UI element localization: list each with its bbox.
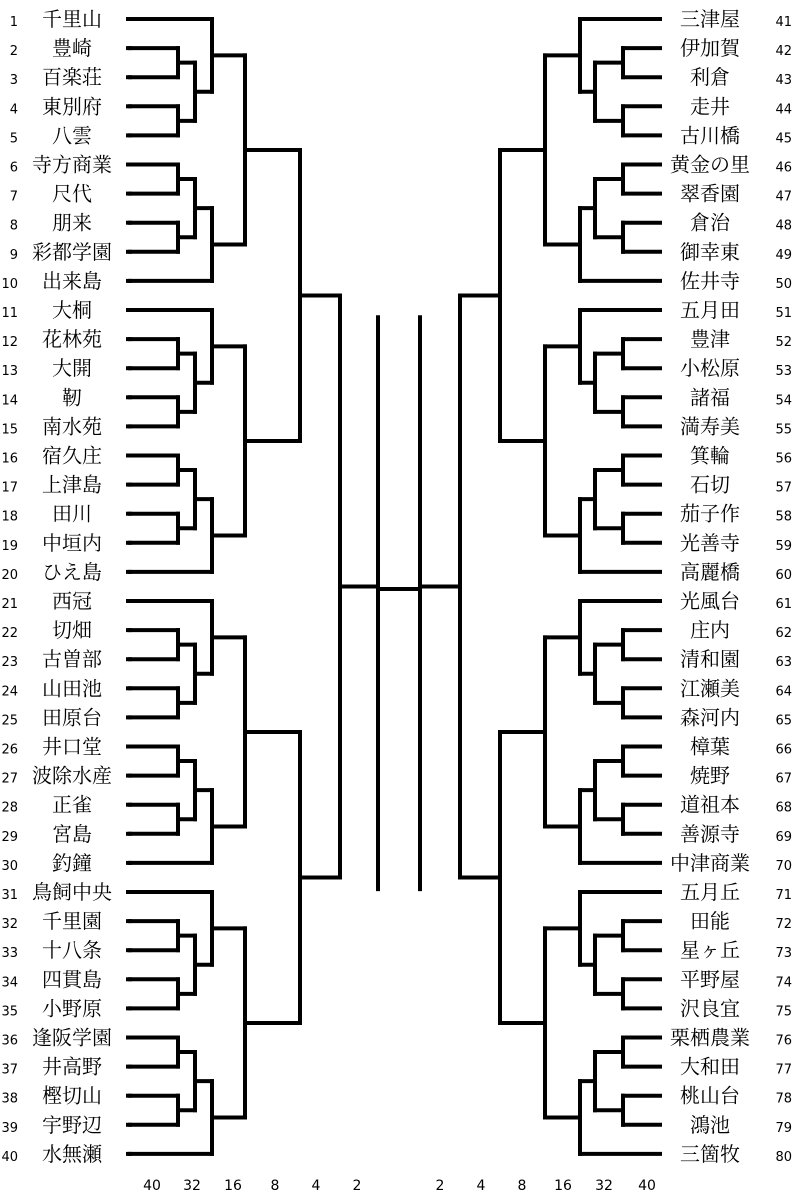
round-label: 4 (476, 1178, 486, 1194)
seed-number: 25 (1, 713, 18, 729)
seed-number: 66 (775, 742, 792, 758)
team-right (690, 65, 792, 89)
team-right (680, 1084, 792, 1108)
team-right (680, 36, 792, 60)
team-name: 高麗橋 (680, 559, 740, 584)
team-name: 田原台 (42, 705, 102, 730)
round-label: 8 (517, 1178, 527, 1194)
team-name: 三津屋 (680, 7, 740, 31)
team-name: 大和田 (680, 1054, 740, 1079)
team-right (680, 589, 792, 613)
team-left (1, 1055, 102, 1079)
team-right (690, 764, 792, 788)
team-left (1, 996, 102, 1020)
team-name: 石切 (690, 472, 730, 497)
seed-number: 20 (1, 567, 18, 583)
team-left (1, 1142, 103, 1166)
team-right (680, 414, 792, 438)
round-label: 32 (183, 1178, 201, 1194)
seed-number: 69 (775, 829, 792, 845)
seed-number: 42 (775, 44, 792, 60)
team-name: 靭 (62, 385, 82, 410)
seed-number: 59 (775, 538, 792, 554)
team-name: 清和園 (680, 647, 740, 672)
seed-number: 41 (775, 15, 792, 30)
seed-number: 75 (775, 1004, 792, 1020)
team-name: 五月田 (680, 298, 740, 322)
seed-number: 40 (1, 1149, 18, 1165)
seed-number: 12 (1, 335, 18, 351)
seed-number: 10 (1, 276, 18, 292)
team-left (1, 327, 102, 351)
team-name: 釣鐘 (52, 850, 92, 875)
team-right (690, 211, 792, 235)
team-left (10, 36, 92, 60)
team-right (690, 327, 792, 351)
seed-number: 8 (9, 218, 18, 234)
team-name: 五月丘 (680, 880, 740, 904)
seed-number: 57 (775, 480, 792, 496)
team-name: 花林苑 (42, 327, 102, 352)
seed-number: 30 (1, 858, 18, 874)
seed-number: 72 (775, 917, 792, 933)
seed-number: 76 (775, 1033, 792, 1049)
team-right (680, 996, 792, 1020)
team-left (1, 938, 102, 962)
team-name: ひえ島 (42, 559, 102, 584)
team-name: 御幸東 (680, 239, 740, 264)
seed-number: 22 (1, 626, 18, 642)
seed-number: 80 (775, 1149, 792, 1165)
seed-number: 79 (775, 1120, 792, 1136)
seed-number: 53 (775, 364, 792, 380)
team-right (690, 94, 792, 118)
team-name: 江瀬美 (680, 676, 740, 701)
team-left (1, 735, 102, 759)
team-right (680, 822, 792, 846)
team-left (1, 618, 92, 642)
seed-number: 52 (775, 335, 792, 351)
seed-number: 18 (1, 509, 18, 525)
seed-number: 9 (9, 247, 18, 263)
seed-number: 11 (1, 306, 18, 321)
team-name: 焼野 (690, 763, 730, 788)
team-right (690, 909, 792, 933)
team-right (680, 676, 792, 700)
team-name: 千里山 (42, 7, 102, 31)
team-name: 満寿美 (680, 414, 740, 439)
team-name: 大桐 (52, 298, 92, 322)
seed-number: 77 (775, 1062, 792, 1078)
team-left (10, 65, 102, 89)
team-right (680, 967, 792, 991)
team-name: 庄内 (690, 618, 730, 643)
team-name: 宿久庄 (42, 443, 102, 468)
seed-number: 54 (775, 393, 792, 409)
seed-number: 60 (775, 567, 792, 583)
team-right (680, 1055, 792, 1079)
seed-number: 1 (9, 15, 18, 30)
team-name: 樫切山 (42, 1083, 102, 1108)
team-left (1, 1026, 112, 1050)
seed-number: 68 (775, 800, 792, 816)
round-label: 16 (554, 1178, 572, 1194)
seed-number: 17 (1, 480, 18, 496)
team-name: 逢阪学園 (32, 1025, 112, 1050)
team-right (680, 880, 792, 904)
seed-number: 71 (775, 888, 792, 903)
team-name: 中津商業 (670, 850, 750, 875)
seed-number: 65 (775, 713, 792, 729)
seed-number: 47 (775, 189, 792, 205)
seed-number: 74 (775, 975, 792, 991)
round-labels (143, 1178, 656, 1194)
team-name: 切畑 (52, 618, 92, 643)
round-label: 2 (435, 1178, 445, 1194)
seed-number: 6 (9, 160, 18, 176)
team-left (1, 414, 102, 438)
seed-number: 50 (775, 276, 792, 292)
team-name: 光風台 (680, 589, 740, 613)
team-name: 諸福 (690, 385, 730, 410)
team-name: 上津島 (42, 472, 102, 497)
team-left (1, 793, 92, 817)
seed-number: 55 (775, 422, 792, 438)
seed-number: 36 (1, 1033, 18, 1049)
seed-number: 26 (1, 742, 18, 758)
round-label: 4 (311, 1178, 321, 1194)
team-name: 樟葉 (690, 734, 730, 759)
team-right (680, 7, 792, 31)
seed-number: 34 (1, 975, 18, 991)
team-name: 出来島 (42, 268, 102, 293)
seed-number: 14 (1, 393, 18, 409)
seed-number: 37 (1, 1062, 18, 1078)
team-name: 星ヶ丘 (680, 938, 740, 963)
team-name: 水無瀬 (42, 1141, 102, 1166)
seed-number: 62 (775, 626, 792, 642)
team-left (1, 880, 112, 904)
seed-number: 49 (775, 247, 792, 263)
team-name: 大開 (52, 356, 92, 381)
seed-number: 29 (1, 829, 18, 845)
team-left (1, 647, 102, 671)
team-name: 正雀 (52, 792, 92, 817)
seed-number: 35 (1, 1004, 18, 1020)
team-name: 豊津 (690, 327, 730, 352)
team-name: 四貫島 (42, 967, 102, 992)
round-label: 32 (595, 1178, 613, 1194)
seed-number: 67 (775, 771, 792, 787)
team-right (690, 385, 792, 409)
seed-number: 23 (1, 655, 18, 671)
seed-number: 78 (775, 1091, 792, 1107)
team-left (1, 851, 92, 875)
team-name: 千里園 (42, 909, 102, 934)
seed-number: 16 (1, 451, 18, 467)
team-name: 寺方商業 (32, 152, 112, 177)
team-left (1, 502, 92, 526)
team-name: 小松原 (680, 356, 740, 381)
team-right (680, 269, 792, 293)
team-name: 宇野辺 (42, 1112, 102, 1137)
team-left (1, 473, 102, 497)
seed-number: 38 (1, 1091, 18, 1107)
team-name: 豊崎 (52, 36, 92, 61)
team-name: 中垣内 (42, 530, 102, 555)
seed-number: 63 (775, 655, 792, 671)
team-left (1, 560, 102, 584)
seed-number: 21 (1, 597, 18, 612)
seed-number: 73 (775, 946, 792, 962)
seed-number: 39 (1, 1120, 18, 1136)
team-name: 沢良宜 (680, 996, 740, 1021)
team-right (690, 735, 792, 759)
team-name: 田能 (690, 909, 730, 934)
team-name: 鴻池 (690, 1112, 730, 1137)
team-left (10, 211, 92, 235)
team-right (680, 938, 792, 962)
team-right (690, 473, 792, 497)
team-name: 平野屋 (680, 967, 740, 992)
team-name: 井高野 (42, 1054, 102, 1079)
team-left (1, 764, 112, 788)
team-name: 佐井寺 (680, 268, 740, 293)
team-left (1, 589, 92, 613)
seed-number: 19 (1, 538, 18, 554)
team-name: 翠香園 (680, 181, 740, 206)
team-name: 十八条 (42, 938, 102, 963)
team-left (10, 7, 102, 31)
team-right (690, 444, 792, 468)
team-name: 朋来 (52, 210, 92, 235)
seed-number: 15 (1, 422, 18, 438)
team-right (680, 560, 792, 584)
seed-number: 13 (1, 364, 18, 380)
team-right (690, 618, 792, 642)
seed-number: 24 (1, 684, 18, 700)
team-left (1, 444, 102, 468)
team-left (1, 269, 102, 293)
team-left (1, 1113, 102, 1137)
round-label: 40 (638, 1178, 656, 1194)
team-right (670, 1026, 792, 1050)
round-label: 2 (352, 1178, 362, 1194)
round-label: 40 (143, 1178, 161, 1194)
team-right (680, 793, 792, 817)
team-right (670, 851, 792, 875)
team-name: 走井 (690, 94, 730, 119)
seed-number: 43 (775, 73, 792, 89)
seed-number: 70 (775, 858, 792, 874)
seed-number: 7 (9, 189, 18, 205)
team-name: 利倉 (690, 65, 730, 90)
team-left (1, 298, 92, 322)
team-name: 東別府 (42, 94, 102, 119)
seed-number: 33 (1, 946, 18, 962)
team-name: 南水苑 (42, 414, 102, 439)
team-name: 三箇牧 (680, 1141, 740, 1166)
seed-number: 44 (775, 102, 792, 118)
team-labels (1, 7, 792, 1166)
team-right (680, 502, 792, 526)
team-right (680, 182, 792, 206)
team-name: 森河内 (680, 705, 740, 730)
team-name: 善源寺 (680, 821, 740, 846)
round-label: 8 (270, 1178, 280, 1194)
seed-number: 5 (9, 131, 18, 147)
seed-number: 45 (775, 131, 792, 147)
team-name: 山田池 (42, 676, 102, 701)
seed-number: 28 (1, 800, 18, 816)
team-left (10, 153, 112, 177)
seed-number: 4 (9, 102, 18, 118)
team-name: 茄子作 (680, 501, 740, 526)
seed-number: 64 (775, 684, 792, 700)
seed-number: 31 (1, 888, 18, 903)
team-name: 鳥飼中央 (32, 880, 112, 904)
team-left (10, 94, 102, 118)
team-left (10, 240, 112, 264)
team-name: 宮島 (52, 821, 92, 846)
team-name: 古曽部 (42, 647, 102, 672)
seed-number: 48 (775, 218, 792, 234)
team-name: 古川橋 (680, 123, 740, 148)
seed-number: 3 (9, 73, 18, 89)
team-name: 栗栖農業 (670, 1025, 750, 1050)
seed-number: 27 (1, 771, 18, 787)
team-left (1, 822, 92, 846)
team-left (1, 676, 102, 700)
seed-number: 58 (775, 509, 792, 525)
team-name: 波除水産 (32, 763, 112, 788)
team-right (690, 1113, 792, 1137)
team-right (680, 356, 792, 380)
team-left (1, 909, 102, 933)
team-right (680, 123, 792, 147)
team-name: 伊加賀 (680, 36, 740, 61)
team-left (10, 182, 92, 206)
team-right (680, 531, 792, 555)
team-name: 井口堂 (42, 734, 102, 759)
team-name: 黄金の里 (670, 152, 750, 177)
bracket-lines (128, 19, 660, 1154)
team-left (1, 1084, 102, 1108)
team-name: 田川 (52, 501, 92, 526)
round-label: 16 (224, 1178, 242, 1194)
team-left (1, 967, 102, 991)
seed-number: 46 (775, 160, 792, 176)
team-right (680, 298, 792, 322)
team-right (670, 153, 792, 177)
team-name: 桃山台 (680, 1083, 740, 1108)
team-name: 光善寺 (680, 530, 740, 555)
seed-number: 51 (775, 306, 792, 321)
team-left (10, 123, 92, 147)
team-left (1, 531, 102, 555)
team-right (680, 647, 792, 671)
team-name: 西冠 (52, 589, 92, 613)
team-left (1, 356, 92, 380)
team-right (680, 705, 792, 729)
seed-number: 56 (775, 451, 792, 467)
team-right (680, 1142, 792, 1166)
team-name: 倉治 (690, 210, 730, 235)
team-name: 小野原 (42, 996, 102, 1021)
team-name: 尺代 (52, 181, 92, 206)
seed-number: 61 (775, 597, 792, 612)
team-name: 道祖本 (680, 792, 740, 817)
team-right (680, 240, 792, 264)
team-name: 箕輪 (690, 443, 730, 468)
team-name: 百楽荘 (42, 65, 102, 90)
team-name: 彩都学園 (32, 239, 112, 264)
team-left (1, 705, 102, 729)
seed-number: 2 (9, 44, 18, 60)
seed-number: 32 (1, 917, 18, 933)
team-name: 八雲 (52, 123, 92, 148)
team-left (1, 385, 82, 409)
